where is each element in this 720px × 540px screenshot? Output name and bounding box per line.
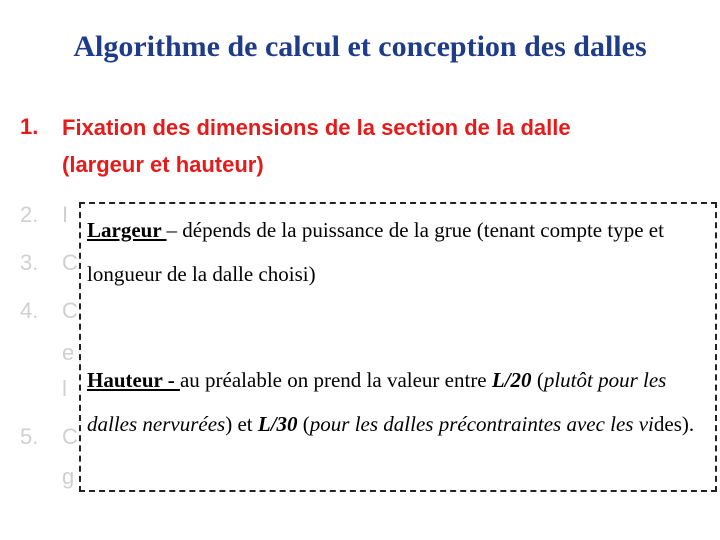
hauteur-text: (	[297, 412, 310, 436]
item-text: C	[62, 298, 78, 323]
hauteur-text: (	[531, 368, 544, 392]
item-text-line1: Fixation des dimensions de la section de la dalle	[62, 115, 571, 140]
item-number: 5.	[20, 424, 39, 449]
list-item	[20, 113, 720, 201]
item-text: C	[62, 424, 78, 449]
item-text: I	[62, 202, 69, 227]
item-number: 3.	[20, 250, 39, 275]
largeur-label: Largeur	[87, 218, 167, 242]
hauteur-text: ) et	[225, 412, 258, 436]
hauteur-paragraph	[87, 358, 707, 446]
hauteur-italic: pour les dalles précontraintes avec les vi	[309, 412, 654, 436]
item-text: e	[62, 340, 75, 365]
item-number: 1.	[20, 114, 39, 139]
hauteur-label: Hauteur -	[87, 368, 180, 392]
item-text: l	[62, 376, 67, 401]
ratio-l30: L/30	[257, 412, 298, 436]
item-text: C	[62, 250, 78, 275]
largeur-text: – dépends de la puissance de la grue (tenant compte type et longueur de la dalle choisi)	[87, 218, 664, 286]
hauteur-italic: plutôt pour les dalles nervurées	[87, 368, 667, 436]
callout-box	[79, 202, 717, 492]
ratio-l20: L/20	[491, 368, 532, 392]
hauteur-text: au préalable on prend la valeur entre	[179, 368, 492, 392]
item-text-line2: (largeur et hauteur)	[62, 152, 264, 177]
item-number: 4.	[20, 298, 39, 323]
hauteur-text: des).	[653, 412, 695, 436]
item-number: 2.	[20, 202, 39, 227]
slide-title: Algorithme de calcul et conception des dalles	[73, 30, 647, 63]
item-text: g	[62, 464, 75, 489]
item-text	[62, 109, 720, 183]
largeur-paragraph	[87, 208, 707, 296]
